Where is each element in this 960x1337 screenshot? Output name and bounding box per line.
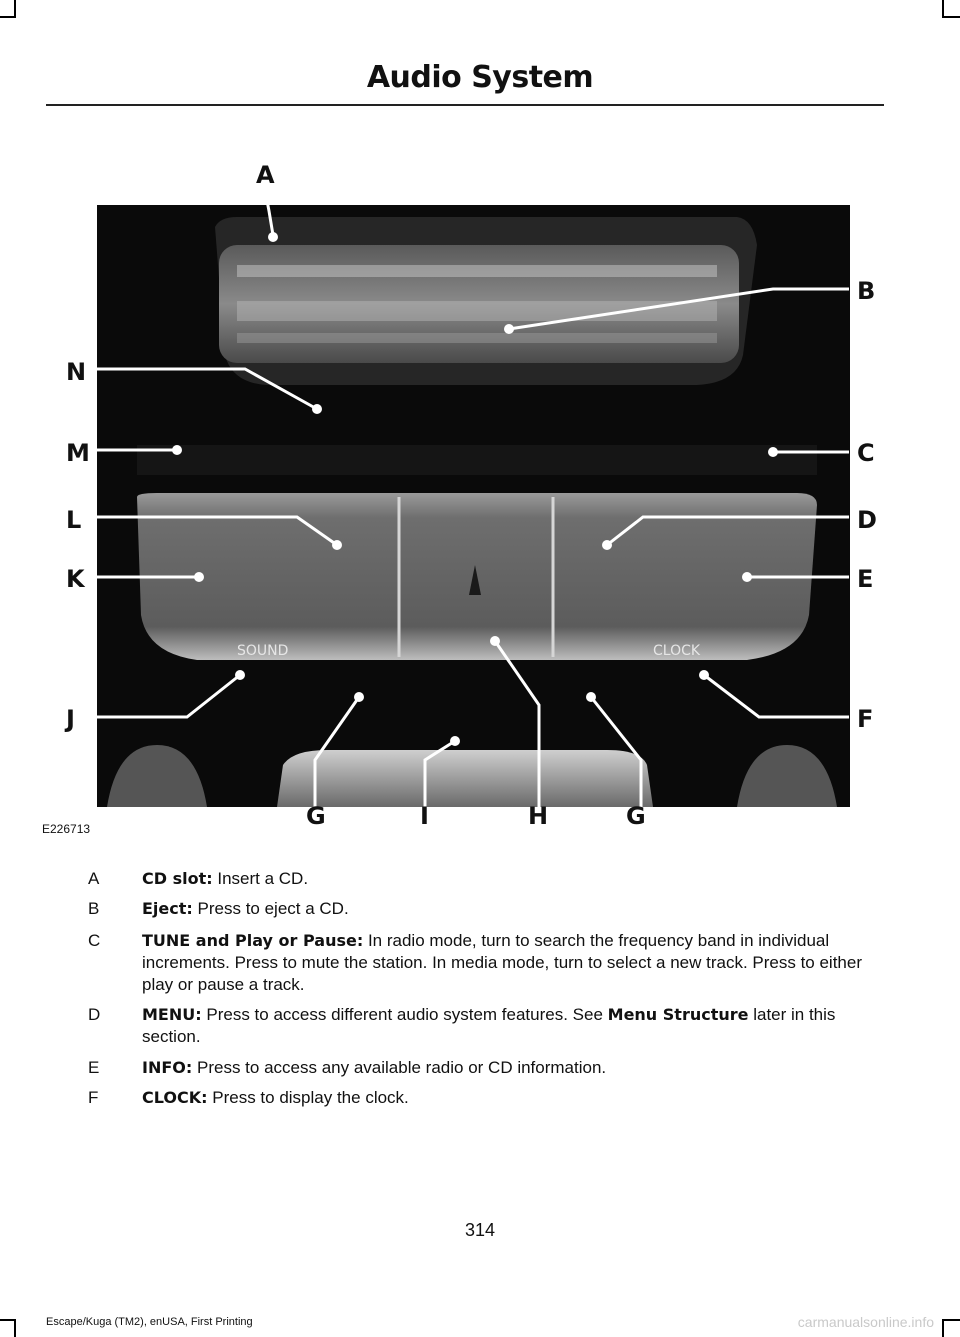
legend-description (142, 1004, 877, 1048)
crop-mark (0, 1319, 16, 1321)
legend-text: Press to access different audio system features. See (201, 1005, 608, 1024)
callout-j: J (66, 705, 75, 733)
legend-description (142, 1057, 877, 1079)
legend-text-after: later in this section. (142, 1005, 836, 1046)
legend-text: In radio mode, turn to search the frequency band in individual increments. Press to mute the station. In media mode, turn to select a new track. Press to either play or pause a track. (142, 931, 862, 994)
legend-term: CD slot: (142, 869, 213, 888)
callout-m: M (66, 439, 90, 467)
legend-description (142, 930, 877, 996)
legend-key: C (88, 931, 101, 950)
crop-mark (942, 1319, 944, 1337)
footer-text: Escape/Kuga (TM2), enUSA, First Printing (46, 1316, 253, 1328)
figure-code: E226713 (42, 822, 91, 836)
watermark: carmanualsonline.info (797, 1314, 934, 1330)
legend-term: Eject: (142, 899, 193, 918)
callout-a: A (256, 161, 275, 189)
audio-unit-illustration (97, 205, 850, 807)
callout-k: K (66, 565, 85, 593)
page-title: Audio System (366, 60, 594, 95)
page-number: 314 (464, 1220, 496, 1240)
legend-text: Insert a CD. (212, 869, 309, 888)
crop-mark (14, 1319, 16, 1337)
callout-e: E (857, 565, 874, 593)
callout-f: F (857, 705, 874, 733)
legend-text: Press to display the clock. (207, 1088, 409, 1107)
callout-b: B (857, 277, 876, 305)
callout-i: I (420, 802, 429, 830)
legend-description (142, 1087, 877, 1109)
legend-text: Press to access any available radio or CD information. (192, 1058, 607, 1077)
callout-d: D (857, 506, 877, 534)
legend-key: F (88, 1088, 99, 1107)
callout-g-right: G (626, 802, 646, 830)
legend-key: E (88, 1058, 100, 1077)
callout-l: L (66, 506, 82, 534)
crop-mark (944, 1319, 960, 1321)
legend-term: MENU: (142, 1005, 202, 1024)
crop-mark (944, 16, 960, 18)
legend-key: A (88, 869, 100, 888)
legend-description (142, 868, 877, 890)
legend-key: B (88, 899, 100, 918)
cross-reference-link[interactable]: Menu Structure (607, 1005, 749, 1024)
legend-term: CLOCK: (142, 1088, 208, 1107)
legend-term: TUNE and Play or Pause: (142, 931, 364, 950)
legend-term: INFO: (142, 1058, 193, 1077)
legend-description (142, 898, 877, 920)
callout-n: N (66, 358, 87, 386)
callout-g-left: G (306, 802, 326, 830)
crop-mark (0, 16, 16, 18)
title-divider (46, 104, 884, 106)
clock-button-label: CLOCK (653, 643, 701, 659)
callout-h: H (528, 802, 549, 830)
sound-button-label: SOUND (237, 643, 289, 659)
legend-text: Press to eject a CD. (192, 899, 349, 918)
callout-c: C (857, 439, 875, 467)
legend-key: D (88, 1005, 101, 1024)
